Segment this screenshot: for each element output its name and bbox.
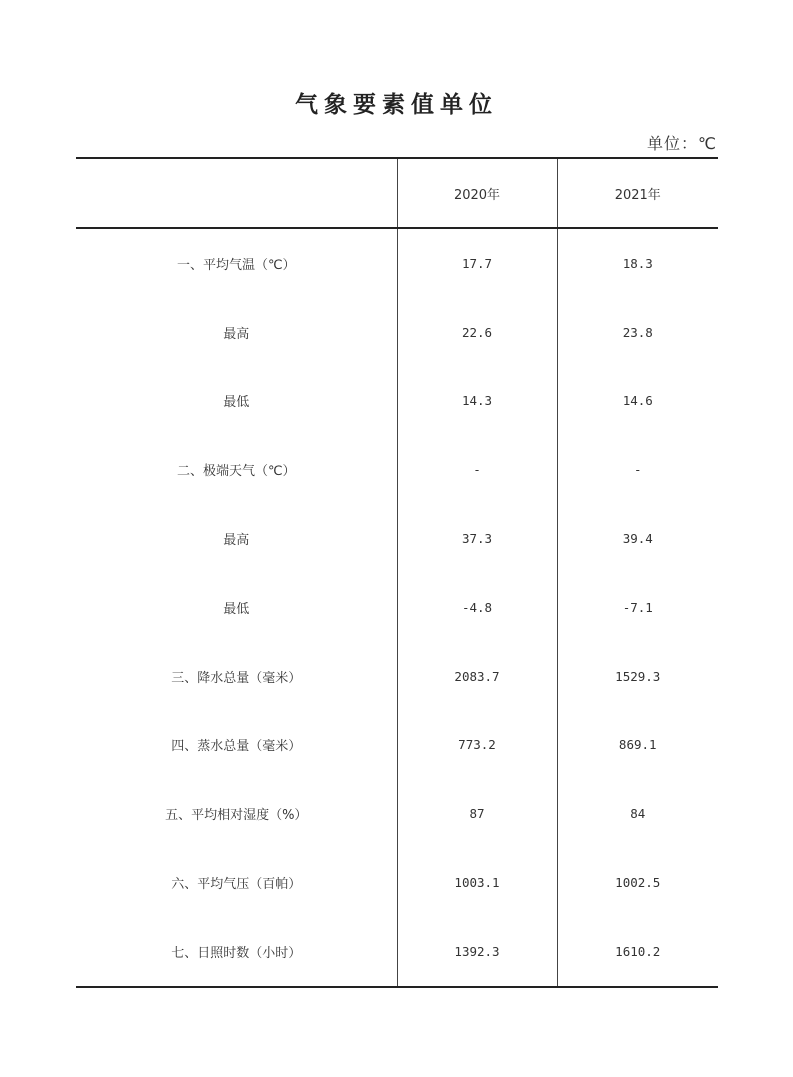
value-2020: 17.7 bbox=[397, 228, 557, 298]
table-row bbox=[76, 848, 718, 917]
value-2020: 37.3 bbox=[397, 504, 557, 573]
page-title: 气象要素值单位 bbox=[295, 92, 498, 118]
table-row bbox=[76, 917, 718, 987]
weather-table-container bbox=[76, 157, 718, 984]
value-2020: 2083.7 bbox=[397, 642, 557, 711]
row-label: 四、蒸水总量（毫米） bbox=[171, 739, 302, 755]
table-row bbox=[76, 642, 718, 711]
row-label: 二、极端天气（℃） bbox=[176, 464, 296, 480]
table-header-row bbox=[76, 158, 718, 228]
value-2021: - bbox=[557, 435, 718, 504]
table-row bbox=[76, 504, 718, 573]
header-year-2020: 2020年 bbox=[397, 158, 557, 228]
table-row bbox=[76, 779, 718, 848]
value-2021: 39.4 bbox=[557, 504, 718, 573]
table-row bbox=[76, 228, 718, 298]
row-label: 一、平均气温（℃） bbox=[176, 257, 296, 273]
header-corner bbox=[76, 158, 397, 228]
value-2021: 1529.3 bbox=[557, 642, 718, 711]
table-row bbox=[76, 367, 718, 436]
value-2021: 18.3 bbox=[557, 228, 718, 298]
row-label: 六、平均气压（百帕） bbox=[171, 877, 302, 893]
row-label: 最低 bbox=[223, 395, 250, 411]
value-2020: 22.6 bbox=[397, 298, 557, 367]
value-2021: -7.1 bbox=[557, 573, 718, 642]
value-2020: - bbox=[397, 435, 557, 504]
value-2020: 1392.3 bbox=[397, 917, 557, 987]
value-2020: 14.3 bbox=[397, 367, 557, 436]
row-label: 最高 bbox=[223, 533, 250, 549]
header-year-2021: 2021年 bbox=[557, 158, 718, 228]
table-row bbox=[76, 573, 718, 642]
row-label: 最低 bbox=[223, 601, 250, 617]
value-2021: 869.1 bbox=[557, 711, 718, 780]
value-2021: 1002.5 bbox=[557, 848, 718, 917]
row-label: 五、平均相对湿度（%） bbox=[165, 808, 308, 824]
value-2020: 773.2 bbox=[397, 711, 557, 780]
value-2021: 1610.2 bbox=[557, 917, 718, 987]
unit-label: 单位：℃ bbox=[647, 134, 717, 153]
value-2020: 1003.1 bbox=[397, 848, 557, 917]
row-label: 七、日照时数（小时） bbox=[76, 917, 397, 987]
row-label: 三、降水总量（毫米） bbox=[171, 670, 302, 686]
value-2021: 84 bbox=[557, 779, 718, 848]
value-2021: 14.6 bbox=[557, 367, 718, 436]
value-2021: 23.8 bbox=[557, 298, 718, 367]
weather-table bbox=[76, 157, 718, 988]
table-row bbox=[76, 435, 718, 504]
table-row bbox=[76, 711, 718, 780]
row-label: 最高 bbox=[223, 326, 250, 342]
value-2020: 87 bbox=[397, 779, 557, 848]
value-2020: -4.8 bbox=[397, 573, 557, 642]
table-row bbox=[76, 298, 718, 367]
